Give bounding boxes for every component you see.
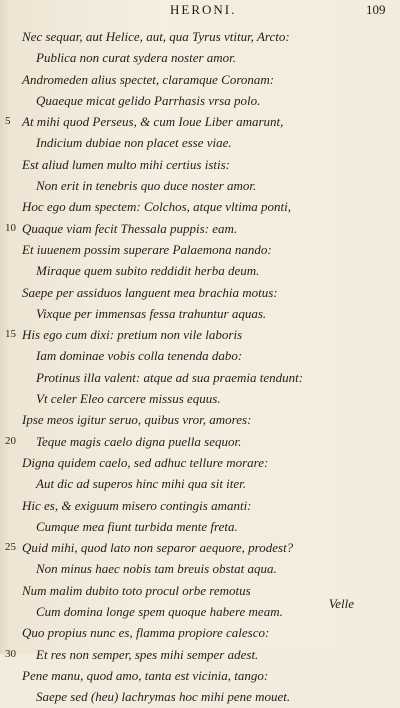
running-title: HERONI. bbox=[170, 2, 237, 17]
verse-line bbox=[0, 111, 400, 132]
verse-text: Saepe sed (heu) lachrymas hoc mihi pene mouet. bbox=[36, 689, 291, 705]
verse-line bbox=[0, 154, 400, 175]
line-number: 15 bbox=[5, 328, 16, 341]
line-number: 20 bbox=[5, 434, 16, 447]
verse-text: Non minus haec nobis tam breuis obstat aqua. bbox=[36, 561, 277, 577]
verse-line bbox=[0, 196, 400, 217]
verse-text: Vt celer Eleo carcere missus equus. bbox=[36, 391, 221, 407]
verse-line bbox=[0, 388, 400, 409]
verse-text: Nec sequar, aut Helice, aut, qua Tyrus vtitur, Arcto: bbox=[22, 29, 290, 44]
verse-text: Cum domina longe spem quoque habere meam. bbox=[36, 604, 283, 620]
verse-text: Hic es, & exiguum misero contingis amanti: bbox=[22, 497, 252, 513]
verse-line bbox=[0, 665, 400, 686]
verse-line bbox=[0, 175, 400, 196]
verse-text: Protinus illa valent: atque ad sua praemia tendunt: bbox=[36, 369, 304, 385]
verse-line bbox=[0, 473, 400, 494]
verse-text: Hoc ego dum spectem: Colchos, atque vltima ponti, bbox=[22, 199, 291, 215]
verse-text: Num malim dubito toto procul orbe remotus bbox=[22, 582, 251, 598]
verse-text: Vixque per immensas fessa trahuntur aquas. bbox=[36, 305, 267, 321]
verse-text: Publica non curat sydera noster amor. bbox=[36, 50, 237, 66]
verse-text: Teque magis caelo digna puella sequor. bbox=[36, 433, 242, 449]
verse-text: Et iuuenem possim superare Palaemona nando: bbox=[22, 241, 272, 257]
verse-line bbox=[0, 26, 400, 47]
verse-line bbox=[0, 132, 400, 153]
verse-line bbox=[0, 558, 400, 579]
catchword: Velle bbox=[328, 596, 354, 611]
verse-text: Et res non semper, spes mihi semper adest. bbox=[36, 646, 259, 662]
verse-text: Iam dominae vobis colla tenenda dabo: bbox=[36, 348, 243, 364]
verse-text: Andromeden alius spectet, claramque Coronam: bbox=[22, 71, 275, 87]
page-number: 109 bbox=[366, 2, 386, 17]
verse-text: Est aliud lumen multo mihi certius istis: bbox=[22, 156, 230, 172]
verse-line bbox=[0, 452, 400, 473]
line-number: 10 bbox=[5, 221, 16, 234]
verse-text: Ipse meos igitur seruo, quibus vror, amores: bbox=[22, 412, 252, 428]
line-number: 25 bbox=[5, 541, 16, 554]
verse-line bbox=[0, 218, 400, 239]
verse-text: Quo propius nunc es, flamma propiore calesco: bbox=[22, 625, 270, 641]
running-head bbox=[0, 2, 400, 22]
verse-text: Digna quidem caelo, sed adhuc tellure morare: bbox=[22, 454, 269, 470]
verse-line bbox=[0, 431, 400, 452]
verse-text: Non erit in tenebris quo duce noster amor. bbox=[36, 178, 257, 194]
verse-line bbox=[0, 282, 400, 303]
verse-text: Aut dic ad superos hinc mihi qua sit iter. bbox=[36, 476, 247, 492]
verse-line bbox=[0, 47, 400, 68]
verse-text: At mihi quod Perseus, & cum Ioue Liber amarunt, bbox=[22, 114, 284, 130]
verse-text: His ego cum dixi: pretium non vile laboris bbox=[22, 327, 243, 343]
verse-text: Miraque quem subito reddidit herba deum. bbox=[36, 263, 260, 279]
verse-line bbox=[0, 409, 400, 430]
verse-text: Saepe per assiduos languent mea brachia motus: bbox=[22, 284, 278, 300]
verse-text: Indicium dubiae non placet esse viae. bbox=[36, 135, 232, 151]
verse-text: Quaeque micat gelido Parrhasis vrsa polo. bbox=[36, 92, 261, 108]
verse-line bbox=[0, 324, 400, 345]
verse-line bbox=[0, 644, 400, 665]
verse-line bbox=[0, 345, 400, 366]
verse-line bbox=[0, 367, 400, 388]
verse-line bbox=[0, 495, 400, 516]
verse-line bbox=[0, 303, 400, 324]
verse-line bbox=[0, 686, 400, 707]
verse-line bbox=[0, 622, 400, 643]
verse-line bbox=[0, 90, 400, 111]
verse-line bbox=[0, 537, 400, 558]
line-number: 30 bbox=[5, 647, 16, 660]
line-number: 5 bbox=[5, 115, 11, 128]
verse-text: Pene manu, quod amo, tanta est vicinia, tango: bbox=[22, 667, 269, 683]
verse-line bbox=[0, 260, 400, 281]
verse-line bbox=[0, 69, 400, 90]
verse-line bbox=[0, 516, 400, 537]
verse-line bbox=[0, 239, 400, 260]
verse-text: Quaque viam fecit Thessala puppis: eam. bbox=[22, 220, 238, 236]
verse-text: Cumque mea fiunt turbida mente freta. bbox=[36, 518, 238, 534]
verse-text: Quid mihi, quod lato non separor aequore, prodest? bbox=[22, 540, 294, 556]
